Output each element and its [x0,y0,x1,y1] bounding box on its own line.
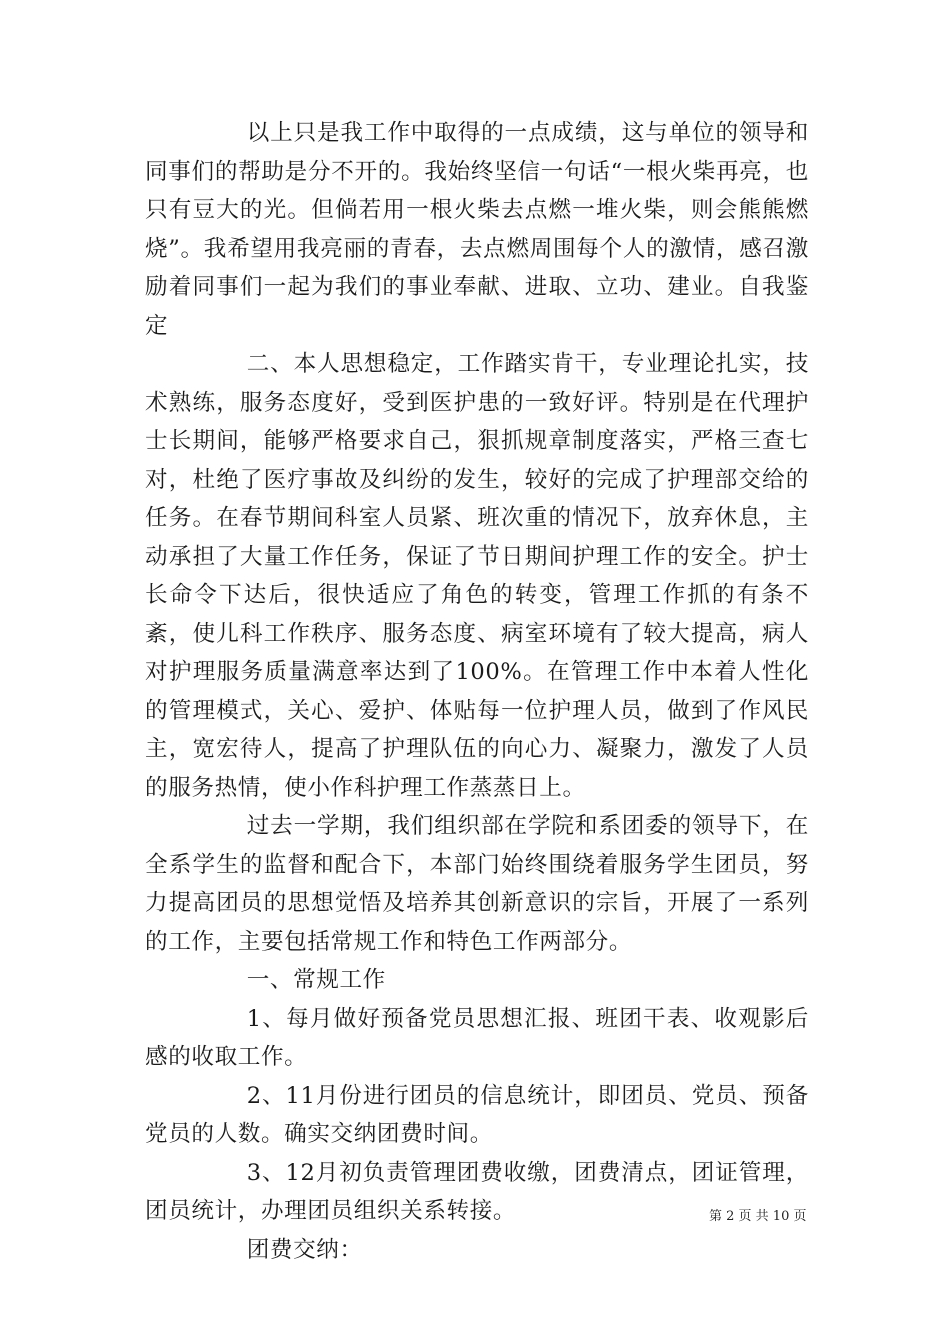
list-item-2: 2、11月份进行团员的信息统计，即团员、党员、预备党员的人数。确实交纳团费时间。 [145,1082,809,1147]
list-item-3: 3、12月初负责管理团费收缴，团费清点，团证管理，团员统计，办理团员组织关系转接。 [145,1159,809,1224]
document-body [145,114,809,1269]
page-number-footer: 第 2 页 共 10 页 [709,1209,807,1224]
subheading-fee-payment: 团费交纳： [246,1236,363,1263]
paragraph-self-assessment: 二、本人思想稳定，工作踏实肯干，专业理论扎实，技术熟练，服务态度好，受到医护患的一致好评。特别是在代理护士长期间，能够严格要求自己，狠抓规章制度落实，严格三查七对，杜绝了医疗事故及纠纷的发生，较好的完成了护理部交给的任务。在春节期间科室人员紧、班次重的情况下，放弃休息，主动承担了大量工作任务，保证了节日期间护理工作的安全。护士长命令下达后，很快适应了角色的转变，管理工作抓的有条不紊，使儿科工作秩序、服务态度、病室环境有了较大提高，病人对护理服务质量满意率达到了100%。在管理工作中本着人性化的管理模式，关心、爱护、体贴每一位护理人员，做到了作风民主，宽宏待人，提高了护理队伍的向心力、凝聚力，激发了人员的服务热情，使小作科护理工作蒸蒸日上。 [145,351,809,801]
section-heading-routine-work: 一、常规工作 [246,967,386,993]
paragraph-organization-work: 过去一学期，我们组织部在学院和系团委的领导下，在全系学生的监督和配合下，本部门始终围绕着服务学生团员，努力提高团员的思想觉悟及培养其创新意识的宗旨，开展了一系列的工作，主要包括常规工作和特色工作两部分。 [145,813,809,955]
list-item-1: 1、每月做好预备党员思想汇报、班团干表、收观影后感的收取工作。 [145,1005,809,1070]
paragraph-achievements: 以上只是我工作中取得的一点成绩，这与单位的领导和同事们的帮助是分不开的。我始终坚信一句话“一根火柴再亮，也只有豆大的光。但倘若用一根火柴去点燃一堆火柴，则会熊熊燃烧”。我希望用我亮丽的青春，去点燃周围每个人的激情，感召激励着同事们一起为我们的事业奉献、进取、立功、建业。自我鉴定 [145,120,809,339]
